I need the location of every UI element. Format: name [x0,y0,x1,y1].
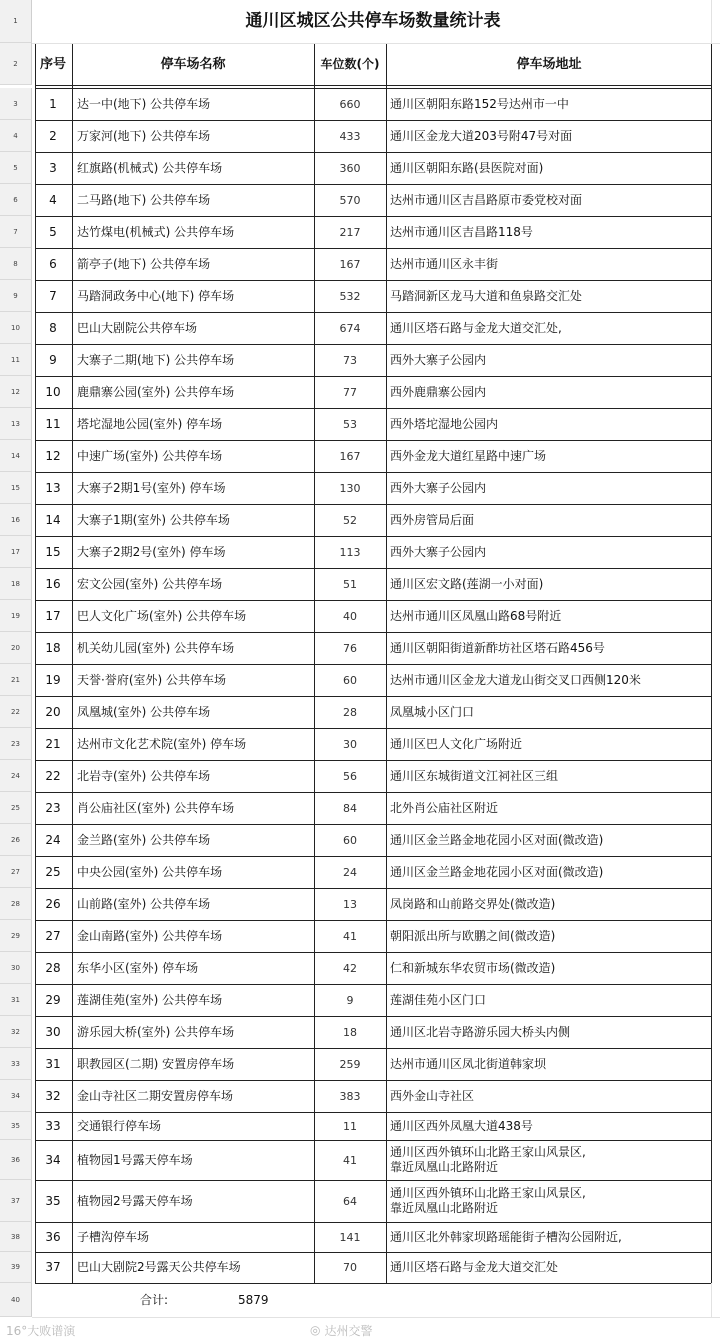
table-row [0,632,720,664]
table-row [0,696,720,728]
cell-no: 2 [49,128,57,143]
cell-address: 西外金山寺社区 [390,1088,475,1103]
cell-count: 51 [343,577,357,591]
cell-count: 217 [339,225,361,239]
row-number: 16 [0,504,32,536]
grid-line [35,1048,711,1049]
cell-no: 18 [45,640,61,655]
table-row [0,216,720,248]
cell-count: 56 [343,769,357,783]
cell-no: 31 [45,1056,61,1071]
cell-name: 金兰路(室外) 公共停车场 [77,832,211,847]
row-number: 25 [0,792,32,824]
table-row [0,1048,720,1080]
cell-count: 167 [339,257,361,271]
cell-no: 30 [45,1024,61,1039]
cell-address: 通川区宏文路(莲湖一小对面) [390,576,544,591]
cell-count: 41 [343,929,357,943]
grid-line [35,85,711,86]
grid-line [35,472,711,473]
header-address: 停车场地址 [516,56,582,72]
cell-address: 达州市通川区凤北街道韩家坝 [390,1056,547,1071]
cell-count: 11 [343,1119,357,1133]
row-number: 30 [0,952,32,984]
table-row [0,856,720,888]
cell-no: 27 [45,928,61,943]
row-number: 26 [0,824,32,856]
table-row [0,1180,720,1222]
grid-line [711,43,712,1284]
cell-count: 73 [343,353,357,367]
cell-count: 13 [343,897,357,911]
grid-line [35,952,711,953]
cell-count: 660 [339,97,361,111]
cell-address: 北外肖公庙社区附近 [390,800,499,815]
table-row [0,376,720,408]
table-row [0,664,720,696]
cell-name: 大寨子二期(地下) 公共停车场 [77,352,235,367]
cell-name: 巴人文化广场(室外) 公共停车场 [77,608,247,623]
cell-count: 24 [343,865,357,879]
cell-address: 通川区朝阳街道新酢坊社区塔石路456号 [390,640,605,655]
cell-no: 6 [49,256,57,271]
sheet-gridline [32,1317,720,1318]
cell-address: 通川区北岩寺路游乐园大桥头内侧 [390,1024,571,1039]
cell-address: 通川区北外韩家坝路瑶能街子槽沟公园附近, [390,1229,622,1244]
cell-count: 130 [339,481,361,495]
cell-count: 18 [343,1025,357,1039]
total-label: 合计: [140,1292,169,1307]
table-row [0,792,720,824]
cell-name: 宏文公园(室外) 公共停车场 [77,576,223,591]
grid-line [35,792,711,793]
table-row [0,568,720,600]
cell-address: 西外房管局后面 [390,512,475,527]
cell-no: 14 [45,512,61,527]
table-row [0,344,720,376]
cell-count: 674 [339,321,361,335]
cell-count: 60 [343,833,357,847]
cell-name: 万家河(地下) 公共停车场 [77,128,211,143]
table-row [0,1016,720,1048]
cell-name: 大寨子2期1号(室外) 停车场 [77,480,226,495]
row-number: 1 [0,0,32,43]
watermark-right [310,1319,373,1341]
cell-count: 77 [343,385,357,399]
cell-no: 29 [45,992,61,1007]
row-number: 34 [0,1080,32,1112]
cell-name: 马踏洞政务中心(地下) 停车场 [77,288,235,303]
cell-name: 莲湖佳苑(室外) 公共停车场 [77,992,223,1007]
cell-name: 植物园1号露天停车场 [77,1152,193,1167]
grid-line [35,312,711,313]
cell-address: 西外大寨子公园内 [390,480,487,495]
cell-no: 25 [45,864,61,879]
cell-name: 巴山大剧院公共停车场 [77,320,198,335]
cell-count: 113 [339,545,361,559]
table-row [0,1080,720,1112]
cell-name: 子槽沟停车场 [77,1229,150,1244]
grid-line [35,440,711,441]
cell-no: 5 [49,224,57,239]
cell-address: 凤凰城小区门口 [390,704,475,719]
cell-no: 36 [45,1229,61,1244]
sheet-title: 通川区城区公共停车场数量统计表 [245,11,501,31]
grid-line [72,43,73,1284]
cell-no: 11 [45,416,61,431]
grid-line [35,1016,711,1017]
cell-name: 山前路(室外) 公共停车场 [77,896,211,911]
cell-count: 141 [339,1230,361,1244]
cell-name: 达州市文化艺术院(室外) 停车场 [77,736,247,751]
cell-no: 32 [45,1088,61,1103]
grid-line [314,43,315,1284]
row-number: 23 [0,728,32,760]
cell-address: 莲湖佳苑小区门口 [390,992,487,1007]
cell-count: 42 [343,961,357,975]
table-row [0,184,720,216]
weibo-icon: ◎ [310,1323,321,1337]
row-number: 33 [0,1048,32,1080]
grid-line [35,216,711,217]
row-number: 11 [0,344,32,376]
grid-line [35,344,711,345]
cell-no: 33 [45,1118,61,1133]
grid-line [35,760,711,761]
table-row [0,984,720,1016]
cell-name: 机关幼儿园(室外) 公共停车场 [77,640,235,655]
cell-count: 28 [343,705,357,719]
row-number: 7 [0,216,32,248]
grid-line [386,43,387,1284]
cell-name: 肖公庙社区(室外) 公共停车场 [77,800,235,815]
row-number: 20 [0,632,32,664]
grid-line [35,120,711,121]
table-row [0,504,720,536]
grid-line [35,600,711,601]
row-number: 24 [0,760,32,792]
row-number: 17 [0,536,32,568]
cell-count: 76 [343,641,357,655]
row-number: 3 [0,88,32,120]
cell-address: 通川区金兰路金地花园小区对面(微改造) [390,864,604,879]
row-number: 32 [0,1016,32,1048]
grid-line [35,888,711,889]
row-number: 37 [0,1180,32,1222]
cell-address: 通川区朝阳东路(县医院对面) [390,160,544,175]
table-row [0,1252,720,1283]
table-row [0,312,720,344]
watermark-right-text: 达州交警 [324,1323,373,1338]
cell-address: 通川区西外镇环山北路王家山风景区, 靠近凤凰山北路附近 [390,1186,586,1215]
cell-no: 37 [45,1260,61,1274]
row-number: 12 [0,376,32,408]
cell-no: 3 [49,160,57,175]
cell-name: 塔坨湿地公园(室外) 停车场 [77,416,223,431]
cell-address: 马踏洞新区龙马大道和鱼泉路交汇处 [390,288,583,303]
cell-address: 朝阳派出所与欧鹏之间(微改造) [390,928,556,943]
cell-name: 凤凰城(室外) 公共停车场 [77,704,211,719]
cell-address: 凤岗路和山前路交界处(微改造) [390,896,556,911]
cell-count: 9 [346,993,354,1007]
row-number: 39 [0,1252,32,1283]
grid-line [35,280,711,281]
grid-line [35,408,711,409]
cell-name: 东华小区(室外) 停车场 [77,960,199,975]
row-number: 5 [0,152,32,184]
cell-address: 西外大寨子公园内 [390,544,487,559]
cell-address: 达州市通川区吉昌路118号 [390,224,533,239]
table-row [0,472,720,504]
table-row [0,760,720,792]
row-number: 15 [0,472,32,504]
cell-no: 23 [45,800,61,815]
grid-line [35,1252,711,1253]
cell-count: 64 [343,1194,357,1208]
table-row [0,88,720,120]
table-row [0,920,720,952]
title-row [0,0,720,43]
total-value: 5879 [238,1292,269,1307]
cell-count: 53 [343,417,357,431]
cell-count: 167 [339,449,361,463]
cell-no: 12 [45,448,61,463]
cell-count: 41 [343,1153,357,1167]
cell-name: 金山寺社区二期安置房停车场 [77,1088,234,1103]
cell-name: 游乐园大桥(室外) 公共停车场 [77,1024,235,1039]
row-number: 31 [0,984,32,1016]
cell-no: 13 [45,480,61,495]
cell-address: 达州市通川区永丰街 [390,256,499,271]
cell-name: 巴山大剧院2号露天公共停车场 [77,1260,241,1274]
table-row [0,536,720,568]
cell-count: 70 [343,1261,357,1274]
cell-name: 大寨子1期(室外) 公共停车场 [77,512,230,527]
cell-no: 16 [45,576,61,591]
cell-name: 中央公园(室外) 公共停车场 [77,864,223,879]
row-number: 40 [0,1283,32,1317]
total-row [0,1283,720,1317]
cell-no: 21 [45,736,61,751]
row-number: 14 [0,440,32,472]
row-number: 38 [0,1222,32,1252]
row-number: 29 [0,920,32,952]
cell-no: 15 [45,544,61,559]
grid-line [35,504,711,505]
cell-count: 570 [339,193,361,207]
cell-count: 30 [343,737,357,751]
cell-no: 24 [45,832,61,847]
cell-address: 通川区西外凤凰大道438号 [390,1118,533,1133]
cell-address: 西外塔坨湿地公园内 [390,416,499,431]
grid-line [35,984,711,985]
cell-name: 交通银行停车场 [77,1118,162,1133]
row-number: 22 [0,696,32,728]
cell-address: 西外大寨子公园内 [390,352,487,367]
cell-name: 金山南路(室外) 公共停车场 [77,928,223,943]
cell-no: 9 [49,352,57,367]
row-number: 10 [0,312,32,344]
cell-no: 10 [45,384,61,399]
table-row [0,1222,720,1252]
grid-line [35,1283,711,1284]
grid-line [35,248,711,249]
cell-name: 北岩寺(室外) 公共停车场 [77,768,211,783]
cell-name: 达竹煤电(机械式) 公共停车场 [77,224,235,239]
grid-line [35,920,711,921]
table-row [0,824,720,856]
cell-name: 箭亭子(地下) 公共停车场 [77,256,211,271]
watermark-left: 16°大败谱演 [6,1323,76,1338]
cell-address: 西外鹿鼎寨公园内 [390,384,487,399]
grid-line [35,88,711,89]
row-number: 28 [0,888,32,920]
grid-line [35,824,711,825]
table-row [0,408,720,440]
cell-count: 532 [339,289,361,303]
cell-count: 84 [343,801,357,815]
grid-line [35,536,711,537]
cell-name: 天誉·誉府(室外) 公共停车场 [77,672,226,687]
table-row [0,728,720,760]
row-number: 2 [0,43,32,85]
grid-line [35,856,711,857]
cell-count: 433 [339,129,361,143]
cell-address: 通川区金兰路金地花园小区对面(微改造) [390,832,604,847]
table-row [0,440,720,472]
cell-address: 通川区巴人文化广场附近 [390,736,523,751]
header-name: 停车场名称 [160,56,226,72]
grid-line [35,184,711,185]
cell-no: 8 [49,320,57,335]
table-row [0,952,720,984]
sheet-gridline [711,1283,712,1317]
row-number: 9 [0,280,32,312]
row-number: 27 [0,856,32,888]
table-row [0,1140,720,1180]
table-row [0,248,720,280]
grid-line [35,1140,711,1141]
grid-line [35,152,711,153]
table-row [0,280,720,312]
row-number: 6 [0,184,32,216]
grid-line [35,1222,711,1223]
cell-name: 中速广场(室外) 公共停车场 [77,448,223,463]
cell-name: 红旗路(机械式) 公共停车场 [77,160,223,175]
cell-no: 26 [45,896,61,911]
cell-name: 鹿鼎寨公园(室外) 公共停车场 [77,384,235,399]
cell-no: 22 [45,768,61,783]
cell-address: 通川区朝阳东路152号达州市一中 [390,96,569,111]
cell-count: 60 [343,673,357,687]
cell-address: 通川区塔石路与金龙大道交汇处, [390,320,562,335]
table-row [0,600,720,632]
grid-line [35,43,36,1284]
row-number: 18 [0,568,32,600]
row-number: 35 [0,1112,32,1140]
cell-address: 通川区塔石路与金龙大道交汇处 [390,1260,559,1274]
cell-address: 达州市通川区凤凰山路68号附近 [390,608,562,623]
cell-address: 通川区西外镇环山北路王家山风景区, 靠近凤凰山北路附近 [390,1145,586,1174]
cell-address: 仁和新城东华农贸市场(微改造) [390,960,556,975]
grid-line [35,1180,711,1181]
cell-name: 二马路(地下) 公共停车场 [77,192,211,207]
cell-address: 通川区东城街道文江祠社区三组 [390,768,559,783]
cell-no: 1 [49,96,57,111]
cell-count: 360 [339,161,361,175]
cell-name: 职教园区(二期) 安置房停车场 [77,1056,235,1071]
cell-address: 达州市通川区金龙大道龙山街交叉口西侧120米 [390,672,641,687]
table-row [0,888,720,920]
cell-no: 17 [45,608,61,623]
cell-count: 52 [343,513,357,527]
table-row [0,120,720,152]
header-no: 序号 [39,56,66,72]
grid-line [35,696,711,697]
row-number: 8 [0,248,32,280]
cell-name: 达一中(地下) 公共停车场 [77,96,211,111]
cell-no: 34 [45,1152,61,1167]
cell-count: 383 [339,1089,361,1103]
grid-line [35,664,711,665]
row-number: 21 [0,664,32,696]
sheet-gridline [32,43,720,44]
cell-count: 259 [339,1057,361,1071]
cell-name: 植物园2号露天停车场 [77,1193,193,1208]
cell-count: 40 [343,609,357,623]
table-row [0,152,720,184]
cell-address: 西外金龙大道红星路中速广场 [390,448,547,463]
grid-line [35,728,711,729]
row-number: 19 [0,600,32,632]
cell-no: 20 [45,704,61,719]
header-count: 车位数(个) [320,56,380,71]
grid-line [35,1080,711,1081]
row-number: 4 [0,120,32,152]
grid-line [35,376,711,377]
cell-no: 28 [45,960,61,975]
cell-no: 4 [49,192,57,207]
row-number: 13 [0,408,32,440]
grid-line [35,632,711,633]
cell-no: 7 [49,288,57,303]
sheet-gridline [711,0,712,43]
grid-line [35,568,711,569]
header-row [0,43,720,85]
row-number: 36 [0,1140,32,1180]
cell-name: 大寨子2期2号(室外) 停车场 [77,544,226,559]
cell-address: 通川区金龙大道203号附47号对面 [390,128,573,143]
cell-address: 达州市通川区吉昌路原市委党校对面 [390,192,583,207]
cell-no: 35 [45,1193,61,1208]
table-row [0,1112,720,1140]
cell-no: 19 [45,672,61,687]
grid-line [35,1112,711,1113]
